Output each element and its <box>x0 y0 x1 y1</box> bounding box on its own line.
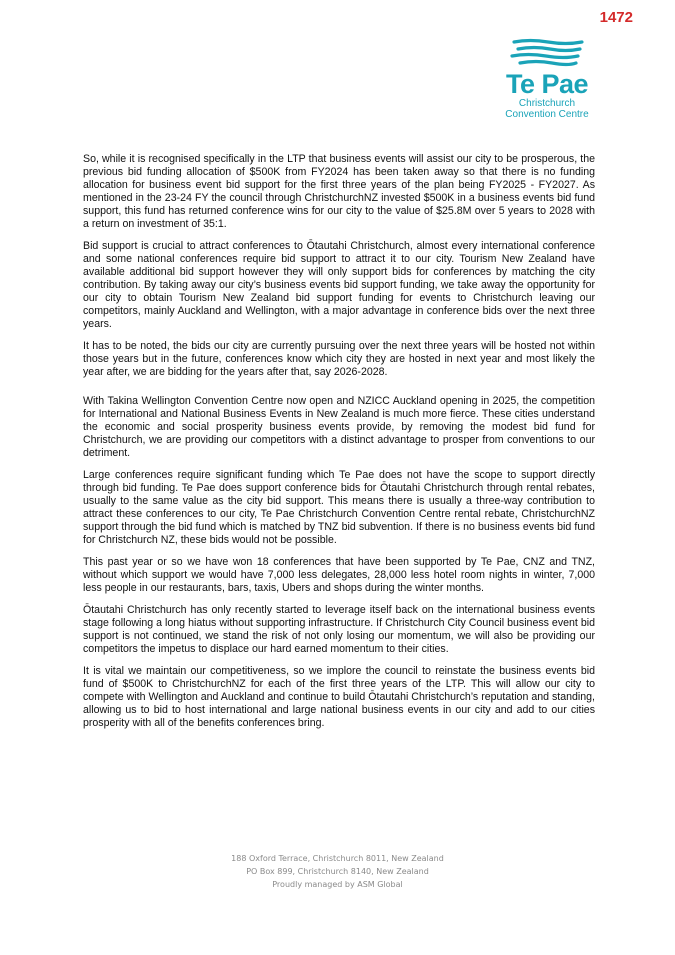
footer-address: 188 Oxford Terrace, Christchurch 8011, New Zealand <box>231 854 444 863</box>
paragraph: Bid support is crucial to attract conferences to Ōtautahi Christchurch, almost every international conference and some national conferences require bid support to attract it to our city. Tourism New Zealand have available additional bid support however they will only support bids for conferences by matching the city contribution. By taking away our city’s business events bid support funding, we take away the opportunity for our city to obtain Tourism New Zealand bid support funding for events to Christchurch leaving our competitors, mainly Auckland and Wellington, with a major advantage in conference bids over the next three years. <box>83 240 595 330</box>
footer <box>0 852 675 891</box>
te-pae-logo <box>492 38 602 120</box>
logo-name: Te Pae <box>505 69 589 99</box>
letter-body <box>83 153 595 739</box>
page-number: 1472 <box>599 9 633 26</box>
paragraph: This past year or so we have won 18 conferences that have been supported by Te Pae, CNZ and TNZ, without which support we would have 7,000 less delegates, 28,000 less hotel room nights in winter, 7,000 less people in our restaurants, bars, taxis, Ubers and shops during the winter months. <box>83 556 595 594</box>
logo-subtitle-2: Convention Centre <box>505 109 589 120</box>
paragraph: It is vital we maintain our competitiveness, so we implore the council to reinstate the business events bid fund of $500K to ChristchurchNZ for each of the first three years of the LTP. This will allow our city to compete with Wellington and Auckland and continue to build Ōtautahi Christchurch’s reputation and standing, allowing us to bid to host international and large national business events in our city and add to our cities prosperity with all of the benefits conferences bring. <box>83 665 595 729</box>
footer-managed-by: Proudly managed by ASM Global <box>272 880 403 889</box>
logo-subtitle-1: Christchurch <box>518 98 576 109</box>
paragraph: It has to be noted, the bids our city are currently pursuing over the next three years will be hosted not within those years but in the future, conferences know which city they are hosted in next year and most likely the year after, we are bidding for the years after that, say 2026-2028. <box>83 340 595 378</box>
paragraph: Large conferences require significant funding which Te Pae does not have the scope to support directly through bid funding. Te Pae does support conference bids for Ōtautahi Christchurch through rental rebates, usually to the same value as the city bid support. This means there is usually a three-way contribution to attract these conferences to our city, Te Pae Christchurch Convention Centre rental rebate, ChristchurchNZ support through the bid fund which is matched by TNZ bid subvention. If there is no business events bid fund for Christchurch NZ, these bids would not be possible. <box>83 469 595 546</box>
wave-lines-icon <box>510 38 584 68</box>
footer-po-box: PO Box 899, Christchurch 8140, New Zealand <box>246 867 429 876</box>
paragraph: So, while it is recognised specifically in the LTP that business events will assist our city to be prosperous, the previous bid funding allocation of $500K from FY2024 has been taken away so that there is no funding allocation for business event bid support for the first three years of the plan being FY2025 - FY2027. As mentioned in the 23-24 FY the council through ChristchurchNZ invested $500K in a business events bid fund support, this fund has returned conference wins for our city to the value of $25.8M over 5 years to 2028 with a return on investment of 35:1. <box>83 153 595 230</box>
paragraph: With Takina Wellington Convention Centre now open and NZICC Auckland opening in 2025, the competition for International and National Business Events in New Zealand is much more fierce. These cities understand the economic and social prosperity business events provide, by removing the modest bid fund for Christchurch, we are providing our competitors with a distinct advantage to prosper from conventions to our detriment. <box>83 395 595 459</box>
paragraph: Ōtautahi Christchurch has only recently started to leverage itself back on the international business events stage following a long hiatus without supporting infrastructure. If Christchurch City Council business event bid support is not continued, we stand the risk of not only losing our momentum, we will also be providing our competitors the impetus to displace our hard earned momentum to their cities. <box>83 604 595 655</box>
